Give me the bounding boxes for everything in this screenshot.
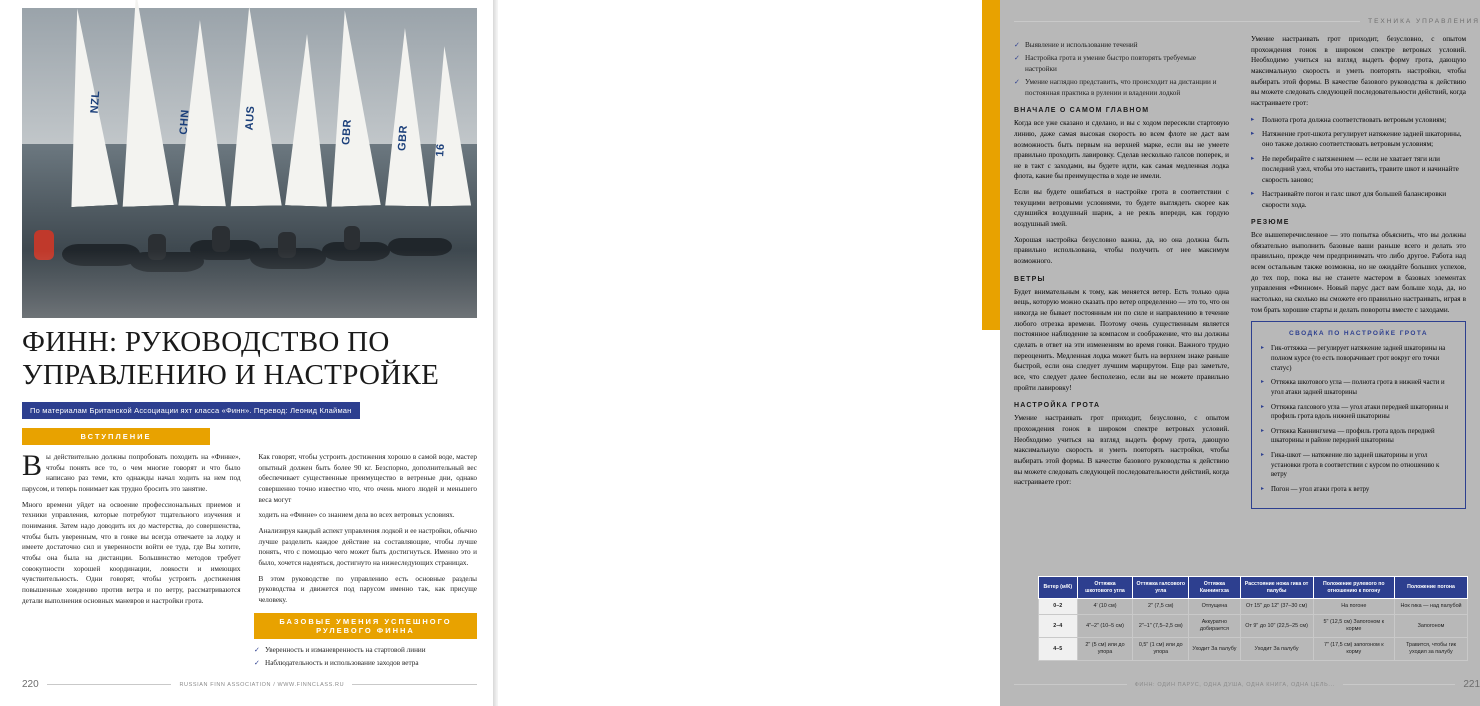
paragraph: Как говорят, чтобы устроить достижения хорошо в самой воде, мастер опытный должен быть более 90 кг. Безспорно, дополнительный вес обеспечивает существенные преимущество в ветреные дни, однако совершенно точно известно что, что очень много людей и меньшего веса могут (258, 453, 477, 504)
right-page (498, 0, 1480, 706)
sail-code-16: 16 (434, 142, 448, 158)
cell: Уходит За палубу (1189, 638, 1240, 661)
footer-rule (352, 684, 477, 685)
tuning-summary-title: СВОДКА ПО НАСТРОЙКЕ ГРОТА (1289, 330, 1428, 338)
cell: 4' (10 см) (1077, 599, 1133, 615)
list-item: ✓ Умение наглядно представить, что происходит на дистанции и постоянная практика в рулении и владении лодкой (1014, 77, 1229, 98)
cell: 2" (5 см) или до упора (1077, 638, 1133, 661)
list-item: ▸ Оттяжка шкотового угла — полнота грота в нижней части и угол атаки задней шкаторины (1261, 378, 1456, 397)
skills-list-left (254, 645, 477, 669)
article-title: ФИНН: РУКОВОДСТВО ПО УПРАВЛЕНИЮ И НАСТРОЙКЕ (22, 326, 440, 391)
tuning-summary-list (1261, 344, 1456, 494)
head-rule (1014, 21, 1360, 22)
cell: 2"–1" (7,5–2,5 см) (1133, 615, 1189, 638)
cell: 0,5" (1 см) или до упора (1133, 638, 1189, 661)
paragraph: ходить на «Финне» со знанием дела во всех ветровых условиях. (258, 511, 455, 520)
col-header-clew: Оттяжка шкотового угла (1077, 577, 1133, 599)
left-page-footer (22, 679, 477, 690)
col-header-traveller: Положение погона (1395, 577, 1468, 599)
cell: 2–4 (1039, 615, 1078, 638)
skills-list-right-wrap (1014, 34, 1229, 493)
footer-note-left: RUSSIAN FINN ASSOCIATION / WWW.FINNCLASS.RU (179, 681, 345, 688)
paragraph: В этом руководстве по управлению есть основные разделы руководства и движется под парусом именно так, как присуще человеку. (258, 574, 477, 604)
sail-code-aus: AUS (243, 105, 258, 131)
table-row (1039, 638, 1468, 661)
paragraph: Хорошая настройка безусловно важна, да, но она должна быть правильно использована, чтобы получить от нее максимум возможного. (1014, 235, 1229, 266)
footer-rule (1343, 684, 1456, 685)
list-item: ▸ Погон — угол атаки грота к ветру (1261, 485, 1456, 495)
paragraph: Когда все уже сказано и сделано, и вы с ходом пересекли стартовую линию, даже самая высокая скорость во всем флоте не даст вам возможность быть первым на верхней марке, если вы не умеете правильно проходить лавировку. Сделав несколько галсов поперек, и не в такт с заходами, вы будете идти, как самая медленная лодка флота, какие бы преимущества в ходе не имели. (1014, 119, 1229, 181)
crew-3 (212, 226, 230, 252)
section-label-skills: БАЗОВЫЕ УМЕНИЯ УСПЕШНОГО РУЛЕВОГО ФИННА (254, 613, 477, 639)
right-page-footer (1014, 679, 1480, 690)
article-header (22, 326, 477, 445)
list-item: ✓ Настройка грота и умение быстро повторять требуемые настройки (1014, 53, 1229, 74)
list-item: ▸ Настраивайте погон и галс шкот для большей балансировки скорости хода. (1251, 189, 1466, 210)
list-item: ▸ Оттяжка галсового угла — угол атаки передней шкаторины и профиль грота вдоль нижней шкаторины (1261, 403, 1456, 422)
cell: Травится, чтобы гик уходил за палубу (1395, 638, 1468, 661)
cell: Нок гика — над палубой (1395, 599, 1468, 615)
list-item: ▸ Полнота грота должна соответствовать ветровым условиям; (1251, 115, 1466, 125)
footer-rule (1014, 684, 1127, 685)
list-item: ✓ Наблюдательность и использование заходов ветра (254, 658, 477, 668)
cell: Запогоном (1395, 615, 1468, 638)
col-header-helm-position: Положение рулевого по отношению к погону (1313, 577, 1395, 599)
running-head (1014, 18, 1480, 25)
list-item: ✓ Выявление и использование течений (1014, 40, 1229, 50)
skills-block (254, 604, 477, 672)
page-edge-tab (982, 0, 1000, 330)
section-label-intro: ВСТУПЛЕНИЕ (22, 428, 210, 445)
col-header-tack: Оттяжка галсового угла (1133, 577, 1189, 599)
cell: На погоне (1313, 599, 1395, 615)
list-item: ▸ Натяжение грот-шкота регулирует натяжение задней шкаторины, оно также должно соответствовать ветровым условиям; (1251, 129, 1466, 150)
cell: 4–5 (1039, 638, 1078, 661)
footer-rule (47, 684, 172, 685)
running-head-label: ТЕХНИКА УПРАВЛЕНИЯ (1368, 18, 1480, 25)
cell: От 15" до 12" (37–30 см) (1240, 599, 1313, 615)
cell: 7" (17,5 см) запогоном к корму (1313, 638, 1395, 661)
col-header-cunningham: Оттяжка Каннингхза (1189, 577, 1240, 599)
table-row (1039, 615, 1468, 638)
paragraph-continued: Умение настраивать грот приходит, безусловно, с опытом прохождения гонок в широком спектре ветровых условий. Необходимо учиться на взгляд выдеть форму грота, дающую максимальную скорость и уметь повторять настройки, чтобы выбирать этой формы. В качестве базового руководства к действию вы можете следовать следующей последовательности действий, когда настраиваете грот: (1251, 35, 1466, 107)
page-number-left: 220 (22, 679, 39, 690)
list-item: ▸ Гик-оттяжка — регулирует натяжение задней шкаторины на полном курсе (то есть поворачивает грот вокруг его точки статус) (1261, 344, 1456, 373)
sail-code-gbr-1: GBR (340, 118, 354, 146)
col-header-wind: Ветер (м/К) (1039, 577, 1078, 599)
left-page (0, 0, 498, 706)
crew-5 (344, 226, 360, 250)
cell: 2" (7,5 см) (1133, 599, 1189, 615)
cell: От 9" до 10" (22,5–25 см) (1240, 615, 1313, 638)
list-item: ▸ Гика-шкот — натяжение лю задней шкаторины и угол установки грота в соответствии с курсом по отношению к ветру (1261, 451, 1456, 480)
cell: 4"–2" (10–5 см) (1077, 615, 1133, 638)
paragraph: Будет внимательным к тому, как меняется ветер. Есть только одна вещь, которую можно сказать про ветер определенно — это то, что он никогда не бывает постоянным ни по силе и направлению в течение любого отрезка времени. Поэтому очень существенным является постоянное наблюдение за компасом и соображение, что вы должны сделать в ответ на эти изменениям во время гонки. Важного трудно переоценить. Медленная лодка может быть на верхнем знаке раньше быстрой, если она следует лучшим маршрутом. Еще раз заметьте, все, что следует далее бесполезно, если вы не можете правильно пройти лавировку! (1014, 287, 1229, 392)
skills-list-right (1014, 40, 1229, 98)
list-item: ▸ Оттяжка Каннингхема — профиль грота вдоль передней шкаторины и районе передней шкаторины (1261, 427, 1456, 446)
cell: Уходит За палубу (1240, 638, 1313, 661)
paragraph: Вы действительно должны попробовать походить на «Финне», чтобы понять все то, о чем многие говорят и что было написано раз теми, кто однажды начал ходить на нем под парусом, и теперь понимает как трудно бросить это занятие. (22, 449, 241, 493)
paragraph: Анализируя каждый аспект управления лодкой и ее настройки, обычно лучше разделить каждое действие на составляющие, чтобы лучше понять, что с помощью чего может быть достигнуться. Именно это и было, хочется надеяться, достигнуто на нижеследующих страницах. (258, 526, 477, 567)
sail-code-chn: CHN (177, 108, 192, 136)
cell: 0–2 (1039, 599, 1078, 615)
sail-code-gbr-2: GBR (396, 124, 410, 152)
tuning-steps-list (1251, 115, 1466, 211)
list-item: ✓ Уверенность и изманевренность на стартовой линии (254, 645, 477, 655)
list-item: ▸ Не перебирайте с натяжением — если не хватает тяги или последний узел, чтобы это наставить, травите шкот и начинайте скорость заново; (1251, 154, 1466, 185)
subhead-mainsail-tuning: НАСТРОЙКА ГРОТА (1014, 402, 1101, 410)
subhead-main: ВНАЧАЛЕ О САМОМ ГЛАВНОМ (1014, 107, 1150, 115)
article-byline: По материалам Британской Ассоциации яхт класса «Финн». Перевод: Леонид Клайман (22, 402, 360, 419)
cell: Отпущена (1189, 599, 1240, 615)
paragraph: Если вы будете ошибаться в настройке грота в соответствии с текущими ветровыми условиями, то будете выглядеть скорее как сдувшийся воздушный шарик, а не реяль впереди, как гордую воздушный змей. (1014, 188, 1229, 229)
col-header-boom-height: Расстояние ножа гика от палубы (1240, 577, 1313, 599)
paragraph: Все вышеперечисленное — это попытка объяснить, что вы должны обязательно выполнить базовые ваши раньше всего и делать это правильно, прежде чем предпринимать что либо другое. Работа над всем остальным также возможна, но не ожидайте больших успехов, до тех пор, пока вы не станете мастером в базовых элементах управления «Финном». Новый парус даст вам больше хода, да, но настолько, на сколько вы сможете его правильно настраивать, играя в том брать хорошие старты и делать повороты вместе с заходами. (1251, 231, 1466, 314)
paragraph: Умение настраивать грот приходит, безусловно, с опытом прохождения гонок в широком спектре ветровых условий. Необходимо учиться на взгляд выдеть форму грота, дающую максимальную скорость и уметь повторять настройки, чтобы выбирать этой формы. В качестве базового руководства к действию вы можете следовать следующей последовательности действий, когда настраиваете грот: (1014, 414, 1229, 487)
photo-foam (22, 250, 477, 318)
cell: Аккуратно добирается (1189, 615, 1240, 638)
table-row (1039, 599, 1468, 615)
table-header-row (1039, 577, 1468, 599)
right-column (1251, 34, 1466, 509)
subhead-resume: РЕЗЮМЕ (1251, 219, 1290, 227)
cell: 5" (12,5 см) Запогоном к корме (1313, 615, 1395, 638)
subhead-winds: ВЕТРЫ (1014, 275, 1046, 283)
paragraph: Много времени уйдет на освоение профессиональных приемов и техники управления, которые потребуют тщательного изучения и понимания. Затем надо доводить их до мастерства, до совершенства, чтобы быть уверенным, что в гонке вы всегда отвечаете за лодку и имеете достаточно сил и уверенности войти ее туда, где Вы хотите, чтобы она была на дистанции. Большинство методов требует совокупности хорошей координации, ловкости и имеющих чувствительность. Одни говорят, чтобы устроить достижения повышенные хождению против ветра и по ветру, рассматриваются детали выполнения основных маневров и настройки грота. (22, 500, 241, 605)
tuning-table (1038, 576, 1468, 661)
sail-code-nzl: NZL (88, 90, 103, 114)
tuning-summary-box (1251, 321, 1466, 508)
page-number-right: 221 (1463, 679, 1480, 690)
footer-note-right: ФИНН: ОДИН ПАРУС, ОДНА ДУША, ОДНА КНИГА, ОДНА ЦЕЛЬ... (1134, 681, 1335, 688)
hero-photo (22, 8, 477, 318)
